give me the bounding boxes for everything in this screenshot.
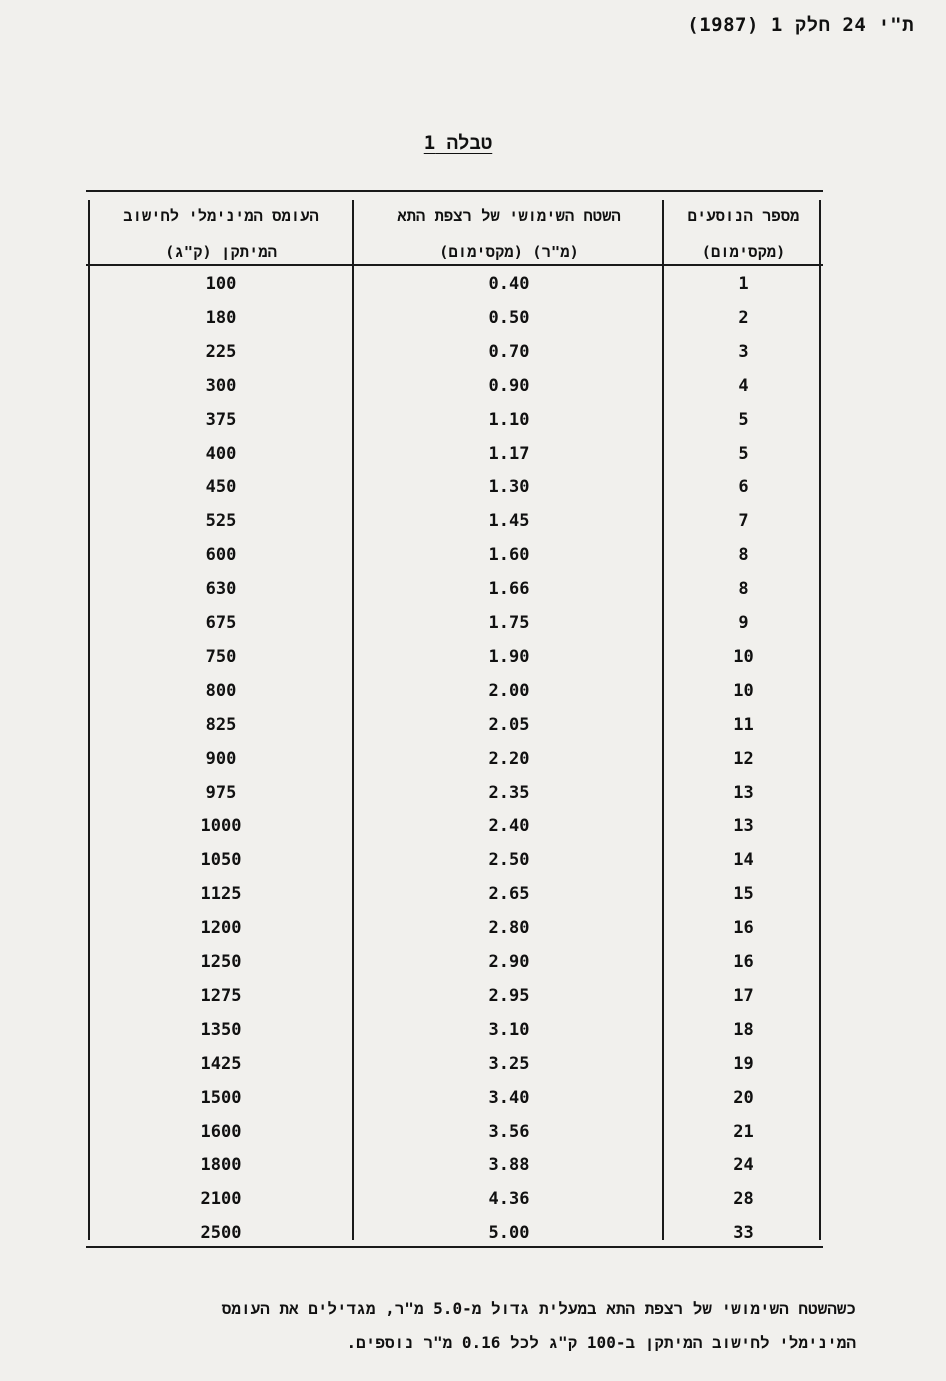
cell-load: 100 [205,274,237,294]
cell-area: 1.45 [488,511,530,532]
cell-passengers: 3 [738,341,749,362]
cell-passengers: 12 [733,748,754,769]
header-area [356,198,662,270]
cell-load: 1800 [200,1155,242,1176]
table-title-text: טבלה 1 [423,132,493,154]
cell-load: 180 [205,307,237,328]
cell-area: 2.05 [488,714,530,735]
cell-passengers: 16 [733,918,754,939]
cell-area: 3.40 [488,1087,530,1108]
header-passengers [666,198,821,270]
cell-passengers: 1 [738,274,749,294]
header-area-line2: (מ"ר) (מקסימום) [439,243,579,261]
cell-load: 1275 [200,985,242,1006]
header-load-line1: העומס המינימלי לחישוב [123,207,319,225]
table-row [86,1050,823,1084]
standard-header: ת"י 24 חלק 1 (1987) [687,14,914,36]
cell-load: 750 [205,646,237,667]
header-load-line2: המיתקן (ק"ג) [165,243,277,261]
cell-passengers: 9 [738,613,749,633]
table-row [86,846,823,880]
cell-area: 1.60 [488,545,530,566]
cell-passengers: 14 [733,850,754,871]
cell-passengers: 11 [733,714,754,735]
cell-area: 0.40 [488,274,530,294]
cell-load: 1200 [200,918,242,939]
table-row [86,880,823,914]
cell-passengers: 5 [738,443,749,464]
table-row [86,338,823,372]
cell-area: 3.88 [488,1155,530,1176]
table-row [86,914,823,948]
cell-area: 2.35 [488,782,530,803]
footnote-line2: המינימלי לחישוב המיתקן ב-100 ק"ג לכל 0.16 מ"ר נוספים. [346,1333,856,1352]
cell-area: 0.90 [488,375,530,396]
table-row [86,507,823,541]
cell-load: 1350 [200,1019,242,1040]
cell-load: 2500 [200,1223,242,1244]
table-row [86,982,823,1016]
cell-load: 800 [205,680,237,701]
cell-passengers: 33 [733,1223,754,1244]
cell-passengers: 13 [733,782,754,803]
cell-load: 1500 [200,1087,242,1108]
cell-load: 600 [205,545,237,566]
cell-area: 3.56 [488,1121,530,1142]
cell-area: 1.17 [488,443,530,464]
cell-area: 2.80 [488,918,530,939]
cell-passengers: 24 [733,1155,754,1176]
cell-load: 1250 [200,952,242,972]
cell-area: 2.50 [488,850,530,871]
cell-area: 2.20 [488,748,530,769]
cell-passengers: 28 [733,1189,754,1210]
cell-passengers: 2 [738,307,749,328]
cell-area: 0.70 [488,341,530,362]
table-row [86,1151,823,1185]
header-passengers-line1: מספר הנוסעים [687,207,800,225]
table-row [86,440,823,474]
header-load [90,198,352,270]
table-row [86,372,823,406]
table-title [0,132,916,155]
cell-area: 0.50 [488,307,530,328]
table-row [86,609,823,643]
cell-area: 1.66 [488,579,530,600]
cell-passengers: 10 [733,646,754,667]
cell-area: 1.75 [488,613,530,633]
cell-passengers: 4 [738,375,749,396]
cell-passengers: 7 [738,511,749,532]
table-row [86,541,823,575]
table-row [86,1084,823,1118]
cell-passengers: 8 [738,545,749,566]
table-row [86,948,823,982]
table-row [86,406,823,440]
cell-load: 1425 [200,1053,242,1074]
table-row [86,1219,823,1253]
cell-load: 1600 [200,1121,242,1142]
table-row [86,711,823,745]
cell-passengers: 19 [733,1053,754,1074]
table-row [86,270,823,304]
table-row [86,677,823,711]
header-area-line1: השטח השימושי של רצפת התא [397,207,621,225]
cell-load: 630 [205,579,237,600]
cell-passengers: 5 [738,409,749,430]
cell-area: 2.95 [488,985,530,1006]
table-row [86,304,823,338]
table-row [86,473,823,507]
table-row [86,575,823,609]
cell-passengers: 18 [733,1019,754,1040]
cell-load: 675 [205,613,237,633]
cell-load: 2100 [200,1189,242,1210]
cell-passengers: 16 [733,952,754,972]
cell-passengers: 20 [733,1087,754,1108]
cell-load: 400 [205,443,237,464]
cell-passengers: 6 [738,477,749,498]
cell-passengers: 17 [733,985,754,1006]
table-row [86,643,823,677]
cell-load: 900 [205,748,237,769]
cell-area: 2.65 [488,884,530,905]
cell-load: 975 [205,782,237,803]
cell-area: 1.30 [488,477,530,498]
cell-load: 300 [205,375,237,396]
table-row [86,1016,823,1050]
header-passengers-line2: (מקסימום) [701,243,786,261]
table-row [86,1118,823,1152]
cell-area: 4.36 [488,1189,530,1210]
table-row [86,779,823,813]
cell-passengers: 8 [738,579,749,600]
cell-load: 525 [205,511,237,532]
cell-area: 5.00 [488,1223,530,1244]
cell-area: 3.10 [488,1019,530,1040]
cell-passengers: 21 [733,1121,754,1142]
footnote-line1: כשהשטח השימושי של רצפת התא במעלית גדול מ-5.0 מ"ר, מגדילים את העומס [221,1299,856,1318]
cell-area: 2.00 [488,680,530,701]
cell-load: 825 [205,714,237,735]
cell-area: 1.90 [488,646,530,667]
cell-load: 450 [205,477,237,498]
table-row [86,745,823,779]
cell-passengers: 13 [733,816,754,837]
load-table [86,190,823,1248]
cell-area: 3.25 [488,1053,530,1074]
table-row [86,812,823,846]
cell-load: 1125 [200,884,242,905]
cell-area: 1.10 [488,409,530,430]
table-row [86,1185,823,1219]
cell-load: 1050 [200,850,242,871]
cell-area: 2.40 [488,816,530,837]
cell-passengers: 10 [733,680,754,701]
footnote [76,1292,856,1360]
cell-passengers: 15 [733,884,754,905]
cell-area: 2.90 [488,952,530,972]
cell-load: 375 [205,409,237,430]
cell-load: 1000 [200,816,242,837]
cell-load: 225 [205,341,237,362]
